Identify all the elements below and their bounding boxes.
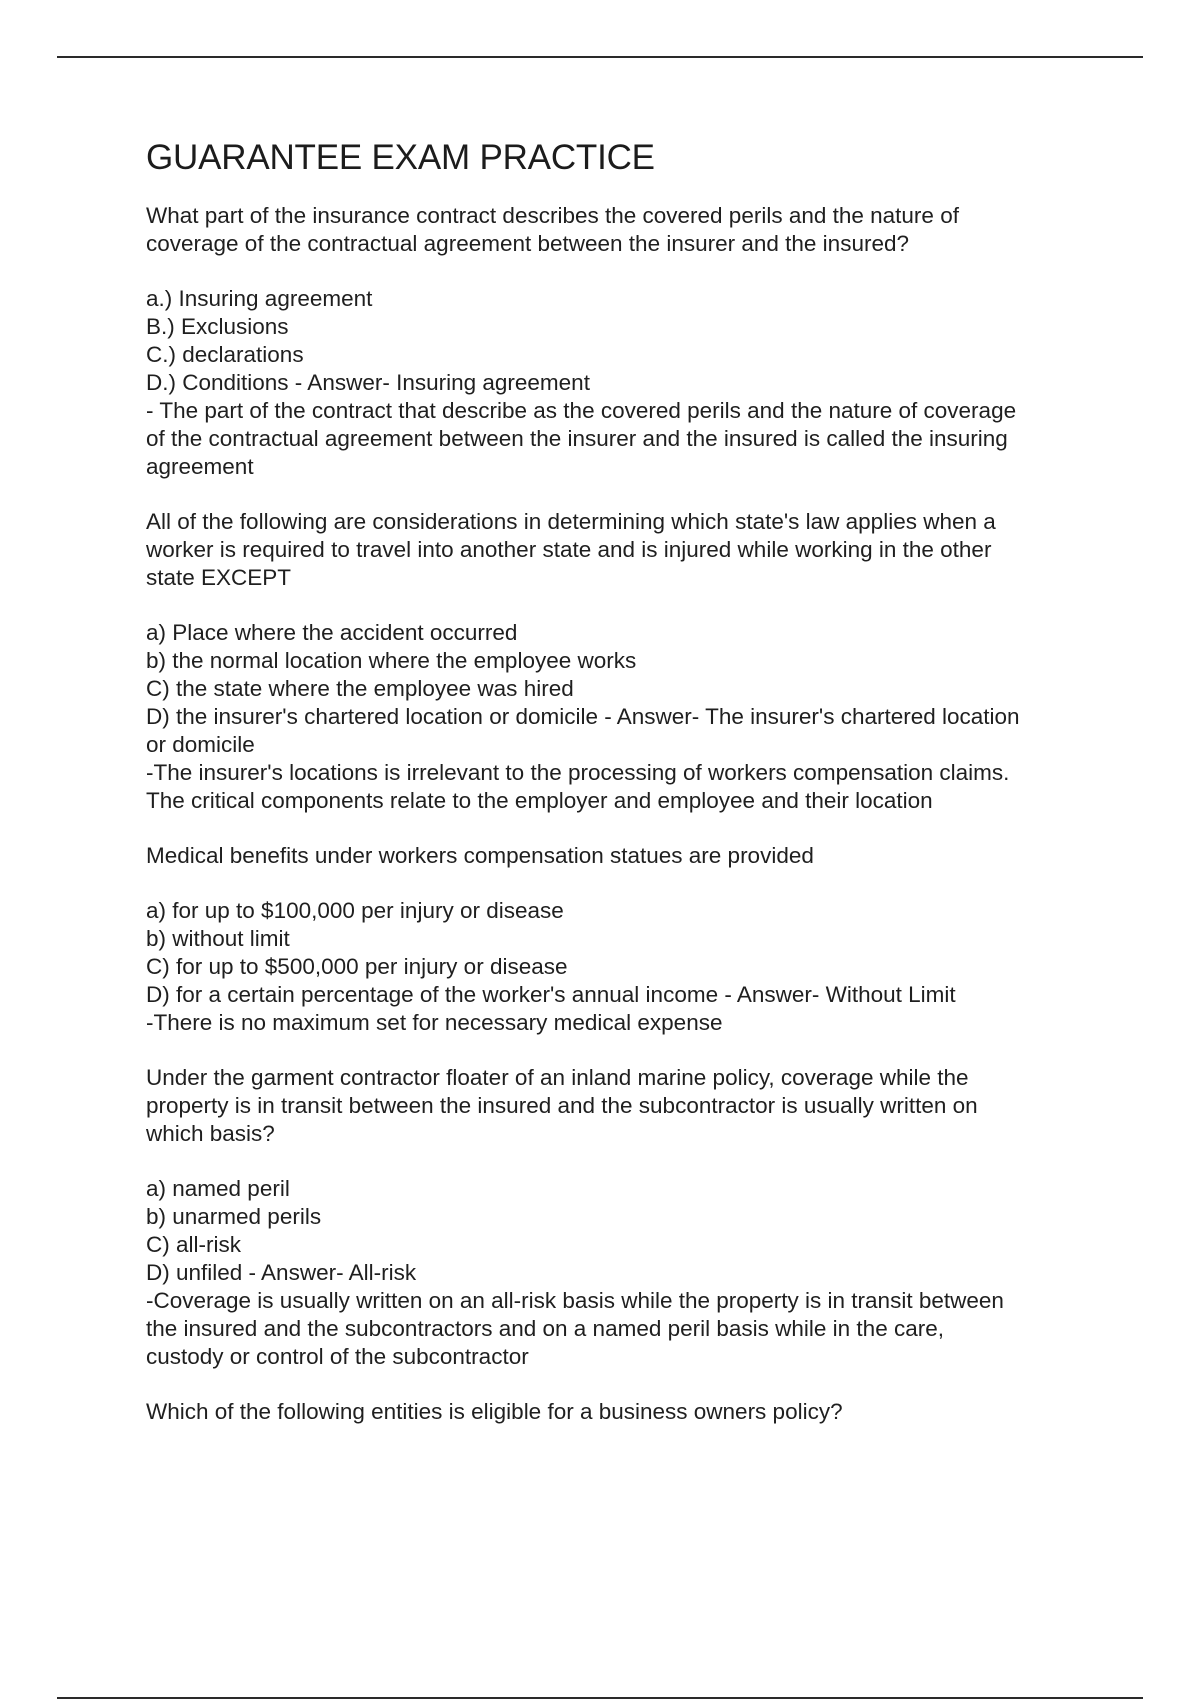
top-rule <box>57 56 1143 58</box>
question-line: which basis? <box>146 1121 275 1146</box>
answer-line: C) the state where the employee was hired <box>146 676 574 701</box>
answer-line: B.) Exclusions <box>146 314 289 339</box>
explanation-line: agreement <box>146 454 254 479</box>
explanation-line: custody or control of the subcontractor <box>146 1344 529 1369</box>
document-body <box>146 138 1136 1453</box>
question-line: Which of the following entities is eligible for a business owners policy? <box>146 1399 843 1424</box>
answer-line: C) all-risk <box>146 1232 241 1257</box>
bottom-rule <box>57 1697 1143 1699</box>
answer-line: D) for a certain percentage of the worker's annual income - Answer- Without Limit <box>146 982 956 1007</box>
answers-2 <box>146 619 1136 815</box>
question-3 <box>146 842 1136 870</box>
question-line: state EXCEPT <box>146 565 292 590</box>
document-title: GUARANTEE EXAM PRACTICE <box>146 138 655 177</box>
explanation-line: -There is no maximum set for necessary medical expense <box>146 1010 723 1035</box>
question-line: worker is required to travel into another state and is injured while working in the other <box>146 537 992 562</box>
answer-line: b) without limit <box>146 926 290 951</box>
answers-4 <box>146 1175 1136 1371</box>
explanation-line: the insured and the subcontractors and on a named peril basis while in the care, <box>146 1316 944 1341</box>
question-line: Under the garment contractor floater of an inland marine policy, coverage while the <box>146 1065 969 1090</box>
answer-line: a.) Insuring agreement <box>146 286 373 311</box>
qa-block-5 <box>146 1398 1136 1426</box>
explanation-line: -The insurer's locations is irrelevant to the processing of workers compensation claims. <box>146 760 1010 785</box>
question-line: property is in transit between the insured and the subcontractor is usually written on <box>146 1093 978 1118</box>
question-2 <box>146 508 1136 592</box>
answer-line: a) for up to $100,000 per injury or disease <box>146 898 564 923</box>
answer-line: D.) Conditions - Answer- Insuring agreement <box>146 370 590 395</box>
answer-line: a) named peril <box>146 1176 290 1201</box>
question-line: What part of the insurance contract describes the covered perils and the nature of <box>146 203 959 228</box>
explanation-line: The critical components relate to the employer and employee and their location <box>146 788 933 813</box>
qa-block-3 <box>146 842 1136 1037</box>
answer-line: D) unfiled - Answer- All-risk <box>146 1260 417 1285</box>
question-line: All of the following are considerations in determining which state's law applies when a <box>146 509 996 534</box>
answer-line: b) unarmed perils <box>146 1204 322 1229</box>
explanation-line: - The part of the contract that describe as the covered perils and the nature of coverage <box>146 398 1017 423</box>
question-line: coverage of the contractual agreement between the insurer and the insured? <box>146 231 909 256</box>
question-line: Medical benefits under workers compensation statues are provided <box>146 843 814 868</box>
question-4 <box>146 1064 1136 1148</box>
explanation-line: -Coverage is usually written on an all-risk basis while the property is in transit between <box>146 1288 1004 1313</box>
answer-line: or domicile <box>146 732 255 757</box>
explanation-line: of the contractual agreement between the insurer and the insured is called the insuring <box>146 426 1008 451</box>
answer-line: a) Place where the accident occurred <box>146 620 518 645</box>
qa-block-2 <box>146 508 1136 815</box>
answer-line: D) the insurer's chartered location or domicile - Answer- The insurer's chartered location <box>146 704 1020 729</box>
answer-line: C.) declarations <box>146 342 304 367</box>
answer-line: b) the normal location where the employee works <box>146 648 637 673</box>
answers-1 <box>146 285 1136 481</box>
question-1 <box>146 202 1136 258</box>
question-5 <box>146 1398 1136 1426</box>
answer-line: C) for up to $500,000 per injury or disease <box>146 954 568 979</box>
qa-block-1 <box>146 202 1136 481</box>
answers-3 <box>146 897 1136 1037</box>
qa-block-4 <box>146 1064 1136 1371</box>
